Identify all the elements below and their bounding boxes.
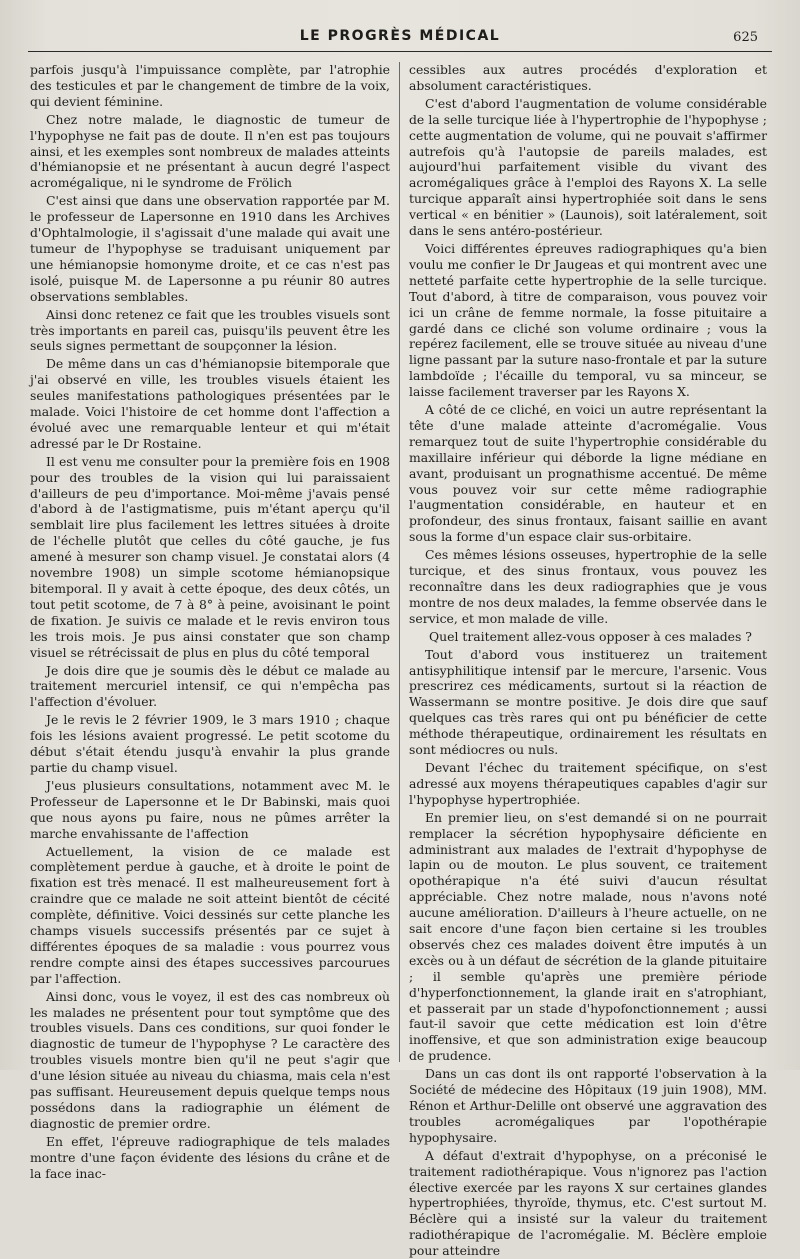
paragraph: A côté de ce cliché, en voici un autre représentant la tête d'une malade atteinte d'acromégalie. Vous remarquez tout de suite l'hypertrophie considérable du maxillaire inférieur qui déborde la ligne médiane en avant, produisant un prognathisme accentué. De même vous pouvez voir sur cette même radiographie l'augmentation considérable, en hauteur et en profondeur, des sinus frontaux, faisant saillie en avant sous la forme d'un espace clair sus-orbitaire. xyxy=(409,402,767,545)
column-divider xyxy=(399,62,400,1062)
left-column xyxy=(30,62,390,1181)
paragraph: Ainsi donc, vous le voyez, il est des cas nombreux où les malades ne présentent pour tout symptôme que des troubles visuels. Dans ces conditions, sur quoi fonder le diagnostic de tumeur de l'hypophyse ? Le caractère des troubles visuels montre bien qu'il ne peut s'agir que d'une lésion située au niveau du chiasma, mais cela n'est pas suffisant. Heureusement depuis quelque temps nous possédons dans la radiographie un élément de diagnostic de premier ordre. xyxy=(30,988,390,1131)
paragraph: Je dois dire que je soumis dès le début ce malade au traitement mercuriel intensif, ce qui n'empêcha pas l'affection d'évoluer. xyxy=(30,662,390,710)
header-rule xyxy=(28,51,772,52)
paragraph: C'est d'abord l'augmentation de volume considérable de la selle turcique liée à l'hypertrophie de l'hypophyse ; cette augmentation de volume, qui ne pouvait s'affirmer autrefois qu'à l'autopsie de pareils malades, est aujourd'hui parfaitement visible du vivant des acromégaliques grâce à l'emploi des Rayons X. La selle turcique apparaît ainsi hypertrophiée soit dans le sens vertical « en bénitier » (Launois), soit latéralement, soit dans le sens antéro-postérieur. xyxy=(409,95,767,239)
paragraph: A défaut d'extrait d'hypophyse, on a préconisé le traitement radiothérapique. Vous n'ignorez pas l'action élective exercée par les rayons X sur certaines glandes hypertrophiées, thyroïde, thymus, etc. C'est surtout M. Béclère qui a insisté sur la valeur du traitement radiothérapique de l'acromégalie. M. Béclère emploie pour atteindre xyxy=(409,1147,767,1259)
paragraph: Ainsi donc retenez ce fait que les troubles visuels sont très importants en pareil cas, puisqu'ils peuvent être les seuls signes permettant de soupçonner la lésion. xyxy=(30,306,390,354)
paragraph: Chez notre malade, le diagnostic de tumeur de l'hypophyse ne fait pas de doute. Il n'en est pas toujours ainsi, et les exemples sont nombreux de malades atteints d'hémianopsie et ne présentant à aucun degré l'aspect acromégalique, ni le syndrome de Frölich xyxy=(30,111,390,191)
paragraph: J'eus plusieurs consultations, notamment avec M. le Professeur de Lapersonne et le Dr Babinski, mais quoi que nous ayons pu faire, nous ne pûmes arrêter la marche envahissante de l'affection xyxy=(30,777,390,841)
paragraph: Quel traitement allez-vous opposer à ces malades ? xyxy=(429,628,752,644)
running-header xyxy=(30,28,770,50)
paragraph: Devant l'échec du traitement spécifique, on s'est adressé aux moyens thérapeutiques capables d'agir sur l'hypophyse hypertrophiée. xyxy=(409,759,767,807)
paragraph: Ces mêmes lésions osseuses, hypertrophie de la selle turcique, et des sinus frontaux, vous pouvez les reconnaître dans les deux radiographies que je vous montre de nos deux malades, la femme observée dans le service, et mon malade de ville. xyxy=(409,547,767,626)
paragraph: Il est venu me consulter pour la première fois en 1908 pour des troubles de la vision qui lui paraissaient d'ailleurs de peu d'importance. Moi-même j'avais pensé d'abord à de l'astigmatisme, puis m'étant aperçu qu'il semblait lire plus facilement les lettres situées à droite de l'échelle plutôt que celles du côté gauche, je fus amené à mesurer son champ visuel. Je constatai alors (4 novembre 1908) un simple scotome hémianopsique bitemporal. Il y avait à cette époque, des deux côtés, un tout petit scotome, de 7 à 8° à peine, avoisinant le point de fixation. Je suivis ce malade et le revis environ tous les trois mois. Je pus ainsi constater que son champ visuel se rétrécissait de plus en plus du côté temporal xyxy=(30,453,390,660)
paragraph: cessibles aux autres procédés d'exploration et absolument caractéristiques. xyxy=(409,62,767,93)
paragraph: Actuellement, la vision de ce malade est complètement perdue à gauche, et à droite le point de fixation est très menacé. Il est malheureusement fort à craindre que ce malade ne soit atteint bientôt de cécité complète, définitive. Voici dessinés sur cette planche les champs visuels successifs présentés par ce sujet à différentes époques de sa maladie : vous pourrez vous rendre compte ainsi des étapes successives parcourues par l'affection. xyxy=(30,843,390,986)
paragraph: De même dans un cas d'hémianopsie bitemporale que j'ai observé en ville, les troubles visuels étaient les seules manifestations pathologiques présentées par le malade. Voici l'histoire de cet homme dont l'affection a évolué avec une remarquable lenteur et qui m'était adressé par le Dr Rostaine. xyxy=(30,356,390,451)
right-column xyxy=(409,62,767,1259)
paragraph: En premier lieu, on s'est demandé si on ne pourrait remplacer la sécrétion hypophysaire déficiente en administrant aux malades de l'extrait d'hypophyse de lapin ou de mouton. Le plus souvent, ce traitement opothérapique n'a été suivi d'aucun résultat appréciable. Chez notre malade, nous n'avons noté aucune amélioration. D'ailleurs à l'heure actuelle, on ne sait encore d'une façon bien certaine si les troubles observés chez ces malades doivent être imputés à un excès ou à un défaut de sécrétion de la glande pituitaire ; il semble qu'après une première période d'hyperfonctionnement, la glande irait en s'atrophiant, et passerait par un stade d'hypofonctionnement ; aussi faut-il savoir que cette médication est loin d'être inoffensive, et que son administration exige beaucoup de prudence. xyxy=(409,809,767,1064)
journal-title: LE PROGRÈS MÉDICAL xyxy=(299,28,501,44)
paragraph: Dans un cas dont ils ont rapporté l'observation à la Société de médecine des Hôpitaux (19 juin 1908), MM. Rénon et Arthur-Delille ont observé une aggravation des troubles acromégaliques par l'opothérapie hypophysaire. xyxy=(409,1066,767,1145)
paragraph: parfois jusqu'à l'impuissance complète, par l'atrophie des testicules et par le changement de timbre de la voix, qui devient féminine. xyxy=(30,62,390,109)
paragraph: Voici différentes épreuves radiographiques qu'a bien voulu me confier le Dr Jaugeas et qui montrent avec une netteté parfaite cette hypertrophie de la selle turcique. Tout d'abord, à titre de comparaison, vous pouvez voir ici un crâne de femme normale, la fosse pituitaire a gardé dans ce cliché son volume ordinaire ; vous la repérez facilement, elle se trouve située au niveau d'une ligne passant par la suture naso-frontale et par la suture lambdoïde ; l'écaille du temporal, vu sa minceur, se laisse facilement traverser par les Rayons X. xyxy=(409,240,767,400)
page-number: 625 xyxy=(733,30,758,45)
paragraph: Je le revis le 2 février 1909, le 3 mars 1910 ; chaque fois les lésions avaient progressé. Le petit scotome du début s'était étendu jusqu'à envahir la plus grande partie du champ visuel. xyxy=(30,712,390,775)
paragraph: Tout d'abord vous instituerez un traitement antisyphilitique intensif par le mercure, l'arsenic. Vous prescrirez ces médicaments, surtout si la réaction de Wassermann se montre positive. Je dois dire que sauf quelques cas très rares qui ont pu bénéficier de cette méthode thérapeutique, ordinairement les résultats en sont médiocres ou nuls. xyxy=(409,646,767,758)
paragraph: C'est ainsi que dans une observation rapportée par M. le professeur de Lapersonne en 1910 dans les Archives d'Ophtalmologie, il s'agissait d'une malade qui avait une tumeur de l'hypophyse se traduisant uniquement par une hémianopsie homonyme droite, et ce cas n'est pas isolé, puisque M. de Lapersonne a pu réunir 80 autres observations semblables. xyxy=(30,193,390,304)
paragraph: En effet, l'épreuve radiographique de tels malades montre d'une façon évidente des lésions du crâne et de la face inac- xyxy=(30,1133,390,1181)
